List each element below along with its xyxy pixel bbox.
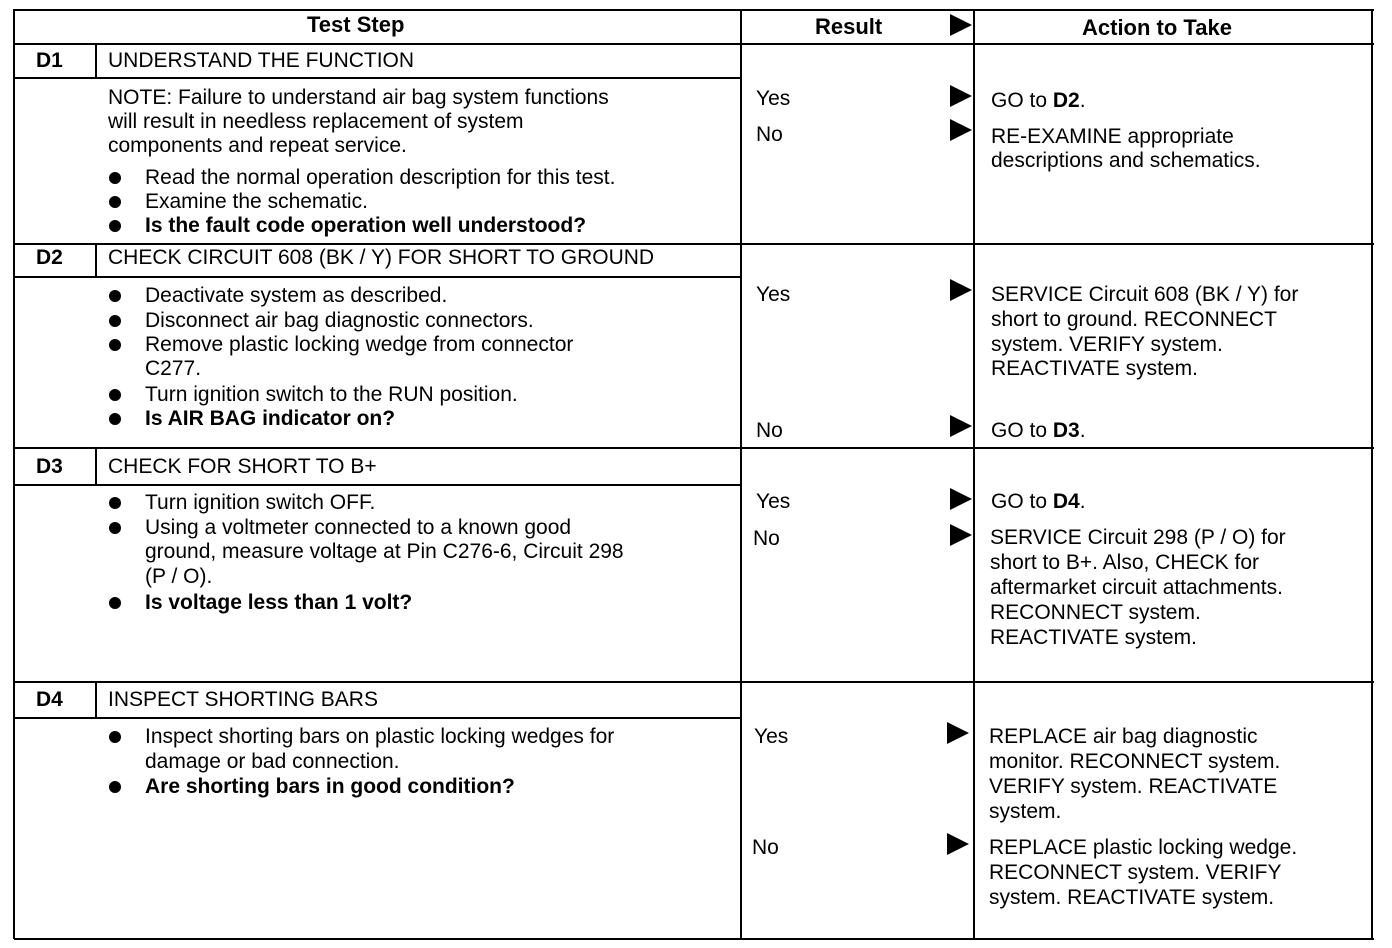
arrow-icon [950, 279, 972, 301]
column-divider-action [973, 9, 975, 939]
arrow-icon [947, 722, 969, 744]
bullet-question: Is the fault code operation well understood? [145, 214, 587, 237]
title-underline-d3 [14, 484, 741, 486]
bullet-icon [109, 497, 121, 509]
bullet-icon [109, 315, 121, 327]
bullet-icon [109, 339, 121, 351]
table-border-right [1371, 9, 1373, 939]
bullet-icon [109, 389, 121, 401]
action-prefix: GO to [991, 490, 1053, 513]
action-text [991, 490, 1086, 514]
bullet-text: Remove plastic locking wedge from connector [145, 333, 574, 356]
result-no: No [756, 123, 783, 146]
result-yes: Yes [754, 725, 789, 748]
step-id: D3 [36, 455, 63, 478]
title-underline-d2 [14, 276, 741, 278]
action-line: aftermarket circuit attachments. [990, 576, 1283, 599]
id-divider-d2 [95, 243, 97, 277]
action-suffix: . [1079, 490, 1086, 513]
bullet-icon [109, 413, 121, 425]
bullet-icon [109, 290, 121, 302]
action-line: REPLACE plastic locking wedge. [989, 836, 1298, 859]
action-line: RECONNECT system. [990, 601, 1201, 624]
step-title: CHECK CIRCUIT 608 (BK / Y) FOR SHORT TO GROUND [108, 246, 655, 269]
bullet-text: Disconnect air bag diagnostic connectors. [145, 309, 534, 332]
bullet-icon [109, 220, 121, 232]
title-underline-d4 [14, 717, 741, 719]
bullet-text: Turn ignition switch OFF. [145, 491, 376, 514]
result-yes: Yes [756, 283, 791, 306]
bullet-icon [109, 597, 121, 609]
action-line: RE-EXAMINE appropriate [991, 125, 1234, 148]
bullet-text: Deactivate system as described. [145, 284, 448, 307]
bullet-text-continued: C277. [145, 357, 202, 380]
action-line: VERIFY system. REACTIVATE [989, 775, 1278, 798]
result-no: No [756, 419, 783, 442]
arrow-icon [950, 415, 972, 437]
step-id: D4 [36, 688, 63, 711]
bullet-question: Is AIR BAG indicator on? [145, 407, 396, 430]
id-divider-d1 [95, 43, 97, 78]
action-step-ref: D3 [1052, 419, 1080, 442]
note-line: components and repeat service. [108, 134, 407, 157]
note-line: NOTE: Failure to understand air bag system functions [108, 86, 609, 109]
action-prefix: GO to [991, 89, 1053, 112]
id-divider-d3 [95, 447, 97, 485]
action-line: monitor. RECONNECT system. [989, 750, 1281, 773]
id-divider-d4 [95, 681, 97, 718]
note-line: will result in needless replacement of system [108, 110, 524, 133]
bullet-text: Using a voltmeter connected to a known good [145, 516, 572, 539]
action-step-ref: D2 [1052, 89, 1080, 112]
action-line: RECONNECT system. VERIFY [989, 861, 1282, 884]
column-divider-result [740, 9, 742, 939]
arrow-icon [950, 524, 972, 546]
step-id: D2 [36, 246, 63, 269]
action-text [991, 419, 1086, 443]
table-border-bottom [14, 938, 1374, 940]
bullet-text: Turn ignition switch to the RUN position. [145, 383, 518, 406]
step-title: UNDERSTAND THE FUNCTION [108, 49, 415, 72]
result-yes: Yes [756, 490, 791, 513]
step-id: D1 [36, 49, 63, 72]
table-border-left [13, 9, 15, 939]
bullet-text-continued: ground, measure voltage at Pin C276-6, Circuit 298 [145, 540, 624, 563]
arrow-icon [950, 119, 972, 141]
action-line: system. VERIFY system. [991, 333, 1223, 356]
row-separator-d2 [14, 243, 1374, 245]
row-separator-d4 [14, 681, 1374, 683]
action-suffix: . [1079, 419, 1086, 442]
step-title: CHECK FOR SHORT TO B+ [108, 455, 377, 478]
bullet-icon [109, 196, 121, 208]
action-line: short to ground. RECONNECT [991, 308, 1277, 331]
bullet-icon [109, 522, 121, 534]
header-test-step: Test Step [307, 12, 405, 37]
arrow-icon [950, 85, 972, 107]
action-line: system. REACTIVATE system. [989, 886, 1275, 909]
bullet-text: Examine the schematic. [145, 190, 368, 213]
result-no: No [753, 527, 780, 550]
bullet-icon [109, 731, 121, 743]
action-line: REACTIVATE system. [990, 626, 1197, 649]
action-prefix: GO to [991, 419, 1053, 442]
header-arrow-icon [950, 14, 972, 36]
bullet-text-continued: damage or bad connection. [145, 750, 400, 773]
action-line: short to B+. Also, CHECK for [990, 551, 1260, 574]
action-step-ref: D4 [1052, 490, 1080, 513]
bullet-icon [109, 172, 121, 184]
bullet-question: Are shorting bars in good condition? [145, 775, 515, 798]
action-line: SERVICE Circuit 298 (P / O) for [990, 526, 1286, 549]
action-text [991, 89, 1086, 113]
bullet-text-continued: (P / O). [145, 565, 213, 588]
action-line: SERVICE Circuit 608 (BK / Y) for [991, 283, 1299, 306]
title-underline-d1 [14, 77, 741, 79]
action-line: system. [989, 800, 1062, 823]
action-line: REPLACE air bag diagnostic [989, 725, 1258, 748]
row-separator-d3 [14, 447, 1374, 449]
action-suffix: . [1079, 89, 1086, 112]
result-no: No [752, 836, 779, 859]
bullet-icon [109, 781, 121, 793]
header-action: Action to Take [1082, 15, 1232, 40]
step-title: INSPECT SHORTING BARS [108, 688, 378, 711]
action-line: descriptions and schematics. [991, 149, 1261, 172]
bullet-text: Inspect shorting bars on plastic locking wedges for [145, 725, 615, 748]
table-border-top [14, 9, 1374, 11]
arrow-icon [950, 488, 972, 510]
bullet-text: Read the normal operation description for this test. [145, 166, 616, 189]
action-line: REACTIVATE system. [991, 357, 1198, 380]
result-yes: Yes [756, 87, 791, 110]
header-result: Result [815, 14, 883, 39]
bullet-question: Is voltage less than 1 volt? [145, 591, 413, 614]
header-divider [14, 43, 1374, 45]
arrow-icon [947, 833, 969, 855]
